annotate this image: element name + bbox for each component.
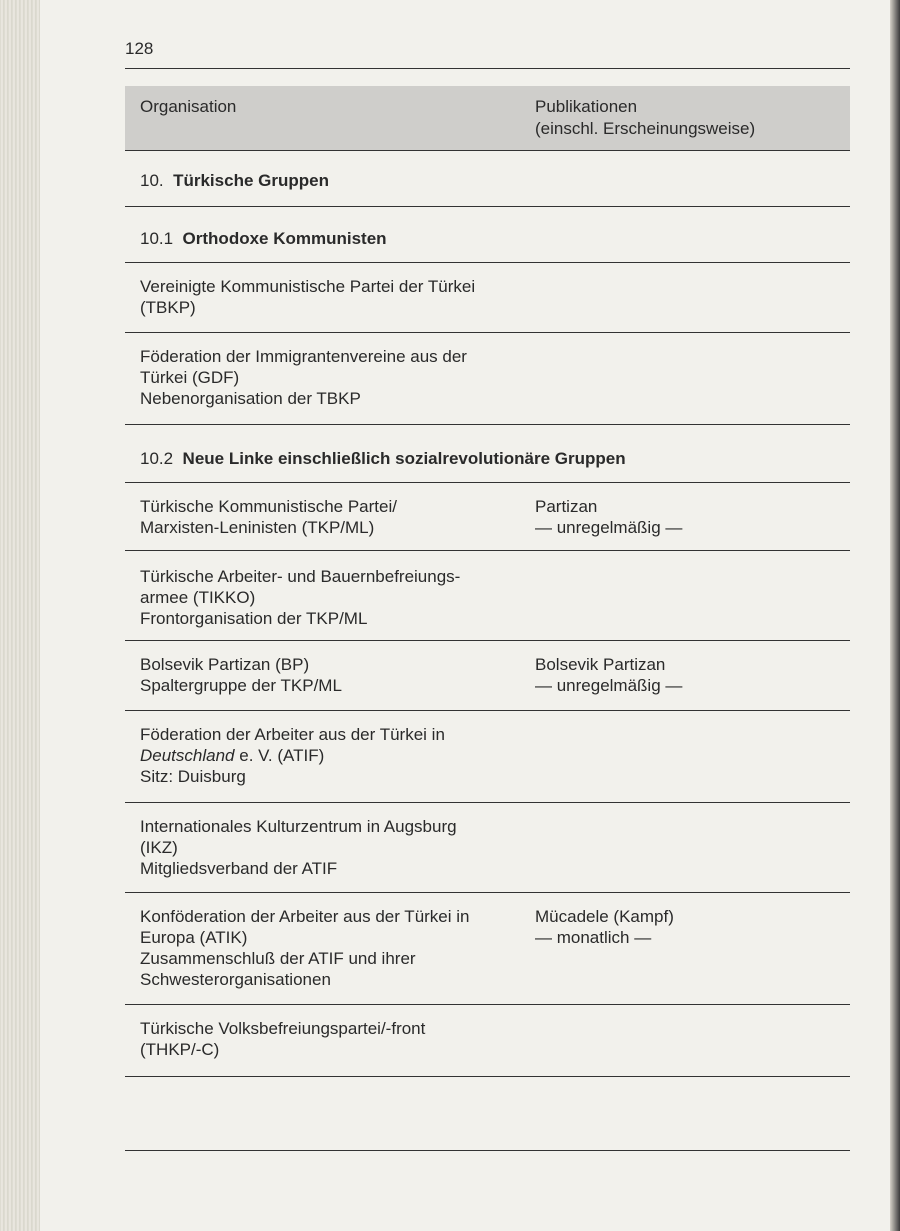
section-heading-10: [140, 170, 329, 191]
entry-organisation: [140, 1018, 425, 1060]
divider: [125, 424, 850, 425]
entry-organisation: [140, 276, 475, 318]
section-number: 10.: [140, 171, 164, 190]
divider: [125, 68, 850, 69]
org-line: Türkische Arbeiter- und Bauernbefreiungs-: [140, 567, 461, 586]
divider: [125, 482, 850, 483]
org-line: (IKZ): [140, 838, 178, 857]
pub-frequency: — monatlich —: [535, 928, 652, 947]
divider: [125, 206, 850, 207]
org-line: Marxisten-Leninisten (TKP/ML): [140, 518, 375, 537]
entry-organisation: [140, 654, 342, 696]
divider: [125, 550, 850, 551]
org-line: Internationales Kulturzentrum in Augsburg: [140, 817, 457, 836]
divider: [125, 892, 850, 893]
entry-organisation: [140, 346, 467, 409]
org-line: Schwesterorganisationen: [140, 970, 331, 989]
org-line: Zusammenschluß der ATIF und ihrer: [140, 949, 416, 968]
org-line: (TBKP): [140, 298, 196, 317]
org-line: Konföderation der Arbeiter aus der Türkei in: [140, 907, 470, 926]
divider: [125, 262, 850, 263]
section-heading-10-2: [140, 448, 626, 469]
org-line: Nebenorganisation der TBKP: [140, 389, 361, 408]
org-line: Bolsevik Partizan (BP): [140, 655, 310, 674]
org-line: (THKP/-C): [140, 1040, 220, 1059]
divider: [125, 1004, 850, 1005]
header-publikationen-note: (einschl. Erscheinungsweise): [535, 119, 756, 138]
org-line: Türkische Kommunistische Partei/: [140, 497, 397, 516]
header-publikationen: Publikationen: [535, 97, 638, 116]
pub-title: Mücadele (Kampf): [535, 907, 674, 926]
section-number: 10.2: [140, 449, 174, 468]
org-line-mixed: [140, 745, 445, 766]
section-heading-10-1: [140, 228, 387, 249]
org-line: Frontorganisation der TKP/ML: [140, 609, 368, 628]
entry-publication: [535, 906, 674, 948]
entry-organisation: [140, 566, 460, 629]
entry-organisation: [140, 724, 445, 787]
org-line: Föderation der Arbeiter aus der Türkei in: [140, 725, 445, 744]
entry-publication: [535, 654, 682, 696]
org-line: Mitgliedsverband der ATIF: [140, 859, 338, 878]
section-title: Türkische Gruppen: [173, 171, 329, 190]
book-page-stack-left: [0, 0, 40, 1231]
pub-title: Partizan: [535, 497, 598, 516]
org-line: Sitz: Duisburg: [140, 767, 246, 786]
entry-organisation: [140, 496, 397, 538]
org-line: Europa (ATIK): [140, 928, 248, 947]
org-line: Föderation der Immigrantenvereine aus der: [140, 347, 467, 366]
section-title: Neue Linke einschließlich sozialrevolutionäre Gruppen: [182, 449, 626, 468]
entry-organisation: [140, 816, 457, 879]
org-line: Türkei (GDF): [140, 368, 240, 387]
org-line: Vereinigte Kommunistische Partei der Türkei: [140, 277, 476, 296]
divider: [125, 332, 850, 333]
pub-frequency: — unregelmäßig —: [535, 676, 683, 695]
header-organisation: Organisation: [140, 97, 237, 116]
table-header: [125, 86, 850, 150]
org-line: Spaltergruppe der TKP/ML: [140, 676, 342, 695]
entry-organisation: [140, 906, 470, 990]
section-number: 10.1: [140, 229, 174, 248]
entry-publication: [535, 496, 682, 538]
page-number: 128: [125, 39, 154, 58]
org-line: e. V. (ATIF): [239, 746, 325, 765]
book-binding-edge: [890, 0, 900, 1231]
pub-frequency: — unregelmäßig —: [535, 518, 683, 537]
divider: [125, 150, 850, 151]
divider: [125, 1076, 850, 1077]
divider: [125, 710, 850, 711]
section-title: Orthodoxe Kommunisten: [182, 229, 387, 248]
divider: [125, 1150, 850, 1151]
divider: [125, 802, 850, 803]
org-italic-word: Deutschland: [140, 746, 235, 765]
divider: [125, 640, 850, 641]
org-line: Türkische Volksbefreiungspartei/-front: [140, 1019, 426, 1038]
org-line: armee (TIKKO): [140, 588, 256, 607]
pub-title: Bolsevik Partizan: [535, 655, 666, 674]
